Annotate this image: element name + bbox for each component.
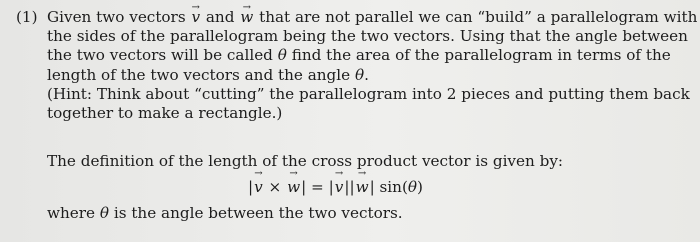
problem-line-3	[16, 46, 686, 65]
theta-symbol: θ	[99, 204, 110, 222]
theta-symbol: θ	[277, 46, 287, 65]
abs-bars: ||	[344, 178, 355, 196]
vector-w: w →	[355, 178, 370, 196]
text-fragment: and	[201, 8, 240, 26]
vector-w: w →	[239, 8, 254, 27]
vector-v: v →	[334, 178, 345, 196]
problem-line-4	[16, 66, 686, 85]
close-paren: )	[417, 178, 423, 196]
problem-line-2	[16, 27, 686, 46]
hint-text: together to make a rectangle.)	[47, 103, 283, 122]
text-fragment: length of the two vectors and the angle	[47, 65, 355, 84]
text-fragment: the two vectors will be called	[47, 46, 278, 65]
vector-v: v →	[253, 178, 264, 196]
text-fragment: find the area of the parallelogram in terms of the	[286, 46, 671, 65]
definition-text	[47, 152, 563, 171]
sine-fragment: | sin(	[369, 178, 408, 196]
hint-line-1	[16, 84, 690, 104]
problem-1	[16, 8, 698, 123]
definition-sentence: The definition of the length of the cross product vector is given by:	[47, 152, 564, 170]
times-symbol: ×	[263, 178, 287, 196]
problem-line-1	[16, 8, 698, 27]
hint-text: (Hint: Think about “cutting” the parallelogram into 2 pieces and putting them back	[47, 84, 690, 103]
problem-number: (1)	[16, 8, 38, 26]
vector-v: v →	[190, 8, 201, 27]
text-fragment: that are not parallel we can “build” a parallelogram with	[254, 8, 698, 26]
hint-line-2	[16, 104, 686, 123]
text-fragment: is the angle between the two vectors.	[109, 204, 403, 222]
theta-symbol: θ	[354, 65, 365, 84]
equals-fragment: | = |	[301, 178, 334, 196]
text-fragment: .	[364, 65, 369, 84]
theta-symbol: θ	[407, 178, 418, 196]
text-fragment: where	[47, 204, 100, 222]
text-fragment: the sides of the parallelogram being the two vectors. Using that the angle between	[47, 27, 688, 46]
abs-bar: |	[248, 178, 254, 196]
cross-product-formula	[248, 178, 423, 196]
vector-w: w →	[286, 178, 301, 196]
where-clause	[47, 204, 403, 222]
text-fragment: Given two vectors	[47, 8, 191, 26]
